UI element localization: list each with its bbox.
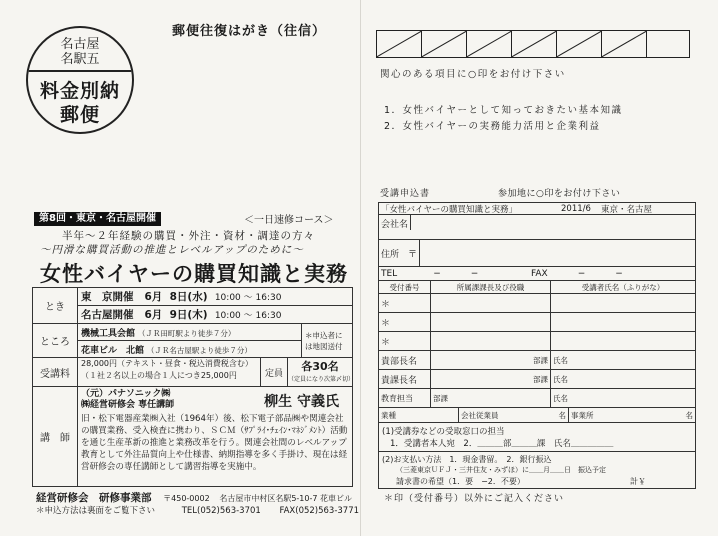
when-label: とき [33, 288, 78, 324]
fax-label: FAX [531, 268, 548, 279]
when-month: 6月 [144, 291, 163, 303]
stamp-divider [28, 70, 132, 72]
stamp-line1: 名古屋 [60, 37, 100, 52]
education-label: 教育担当 [379, 389, 431, 407]
section-chief-dept[interactable]: 部課 [431, 370, 551, 388]
fax-field[interactable]: FAX − − [531, 268, 623, 279]
seminar-banner: 第8回・東京・名古屋開催 [34, 212, 161, 226]
payment-title: (2)お支払い方法 1．現金書留。 2．銀行振込 [382, 454, 552, 464]
seminar-subtitle-1: 半年〜２年経験の購買・外注・資材・調達の方々 [62, 230, 315, 242]
interest-item-1[interactable]: 1．女性バイヤーとして知っておきたい基本知識 [384, 105, 623, 116]
employees-label: 会社従業員 [461, 410, 499, 420]
form-footer-note: ＊印（受付番号）以外にご記入ください [384, 494, 565, 504]
postcard-title: 郵便往復はがき（往信） [172, 24, 327, 39]
stamp-line3: 料金別納 [39, 80, 120, 102]
dept-input[interactable] [431, 294, 551, 312]
when-day: 8日 [169, 291, 188, 303]
when-city: 名古屋開催 [81, 309, 134, 321]
education-dept[interactable]: 部課 [431, 389, 551, 407]
employees-unit: 名 [558, 410, 566, 420]
check-box-row[interactable] [376, 30, 690, 58]
receipt-title: (1)受講券などの受取窓口の担当 [382, 427, 505, 437]
when-time: 10:00 〜 16:30 [214, 293, 282, 303]
lecturer-org-2: ㈱経営研修会 専任講師 [81, 400, 175, 410]
employees-field[interactable] [459, 408, 569, 422]
manager-name[interactable]: 氏名 [553, 355, 568, 365]
venue-note: （ＪＲ名古屋駅より徒歩７分） [146, 345, 252, 355]
organizer-address: 名古屋市中村区名駅5-10-7 花車ビル [219, 494, 353, 503]
organizer-name [36, 490, 352, 505]
dept-input[interactable] [431, 332, 551, 350]
capacity-label: 定員 [261, 358, 288, 386]
stamp-line2: 名駅五 [60, 52, 100, 67]
company-label: 会社名 [379, 215, 411, 230]
organizer-tel[interactable]: TEL(052)563-3701 [181, 506, 261, 516]
receipt-cell: ＊ [379, 313, 431, 331]
postage-paid-stamp [26, 26, 134, 134]
interest-item-2[interactable]: 2．女性バイヤーの実務能力活用と企業利益 [384, 121, 601, 132]
when-dow: (木) [187, 309, 208, 321]
lecturer-name: 柳生 守義氏 [264, 394, 339, 410]
organizer-zip: 〒450-0002 [163, 494, 210, 503]
venue-nagoya [78, 341, 302, 358]
receipt-cell: ＊ [379, 294, 431, 312]
when-row-nagoya [78, 306, 353, 324]
name-input[interactable] [551, 313, 695, 331]
fee-standard: 28,000円（テキスト・昼食・税込消費税含む） [81, 359, 253, 368]
tel-field[interactable]: TEL − − [381, 268, 479, 279]
fee-label: 受講料 [33, 358, 78, 387]
payment-bank: （三菱東京ＵＦＪ・三井住友・みずほ）に＿＿月＿＿日 振込予定 [396, 465, 606, 474]
form-course-title: 「女性バイヤーの購買知識と実務」 [381, 204, 518, 215]
fold-line [360, 0, 361, 536]
tel-label: TEL [381, 268, 398, 279]
venue-prompt: 参加地に○印をお付け下さい [498, 189, 621, 199]
when-row-tokyo [78, 288, 353, 306]
col-name: 受講者氏名（ふりがな） [581, 282, 665, 292]
when-day: 9日 [169, 309, 188, 321]
name-input[interactable] [551, 332, 695, 350]
venue-name: 機械工具会館 [81, 328, 136, 339]
lecturer-bio: 旧・松下電器産業㈱入社（1964年）後、松下電子部品㈱や関連会社の購買業務、受入検査に携わり、ＳＣＭ（ｻﾌﾟﾗｲ･ﾁｪｲﾝ･ﾏﾈｼﾞﾒﾝﾄ）活動を通じ生産革新の推進と業務改革を行う。関連会社間のレベルアップ教育として外注品質向上や仕様書、納期指導を多く手掛け、現在は経営研修会の専任講師として講習指導を実施中。 [81, 414, 348, 472]
seminar-info-table [32, 287, 353, 487]
course-type: ＜一日速修コース＞ [244, 215, 334, 226]
address-input[interactable] [420, 240, 695, 266]
manager-label: 貴部長名 [379, 351, 431, 369]
venue-note: （ＪＲ田町駅より徒歩７分） [137, 328, 236, 338]
organizer-fax: FAX(052)563-3771 [279, 506, 360, 516]
capacity-note: （定員になり次第〆切） [288, 376, 355, 383]
fee-cell [78, 358, 353, 387]
where-label: ところ [33, 324, 78, 358]
office-field[interactable] [569, 408, 695, 422]
payment-invoice: 請求書の希望（1．要 −2．不要） [396, 476, 525, 486]
receipt-options: 1．受講者本人宛 2．＿＿＿部＿＿＿課 氏名＿＿＿＿＿ [390, 439, 614, 449]
interest-prompt: 関心のある項目に○印をお付け下さい [380, 69, 566, 80]
stamp-line4: 郵便 [59, 104, 100, 126]
capacity-value: 各30名 [301, 360, 339, 373]
dept-input[interactable] [431, 313, 551, 331]
form-venue-choices[interactable]: 東京・名古屋 [601, 204, 653, 215]
col-dept: 所属課課長及び役職 [431, 281, 551, 293]
check-box[interactable] [467, 31, 512, 57]
payment-total: 計￥ [630, 476, 646, 486]
lecturer-org-1: （元）パナソニック㈱ [81, 389, 171, 399]
organizer-name-text: 経営研修会 研修事業部 [36, 492, 152, 504]
education-name[interactable]: 氏名 [553, 393, 568, 403]
when-month: 6月 [144, 309, 163, 321]
venue-tokyo [78, 324, 302, 341]
when-time: 10:00 〜 16:30 [214, 311, 282, 321]
when-dow: (水) [187, 291, 208, 303]
fee-discount: （１社２名以上の場合１人につき25,000円 [81, 371, 237, 380]
organizer-contact [36, 504, 359, 516]
office-unit: 名 [685, 410, 693, 420]
check-box[interactable] [377, 31, 422, 57]
address-label: 住所 〒 [379, 240, 420, 266]
map-note: ＊申込者には地図送付 [302, 324, 353, 358]
receipt-cell: ＊ [379, 332, 431, 350]
payment-section[interactable] [379, 452, 695, 489]
when-city: 東 京開催 [81, 291, 134, 303]
manager-dept[interactable]: 部課 [431, 351, 551, 369]
industry-field[interactable]: 業種 [379, 408, 459, 422]
section-chief-label: 貴課長名 [379, 370, 431, 388]
check-box[interactable] [422, 31, 467, 57]
check-box[interactable] [512, 31, 557, 57]
venue-name: 花車ビル 北館 [81, 345, 145, 356]
office-label: 事業所 [571, 410, 594, 420]
company-input[interactable] [411, 215, 695, 239]
form-date: 2011/6 [561, 203, 591, 214]
col-receipt: 受付番号 [379, 281, 431, 293]
form-title: 受講申込書 [380, 189, 431, 199]
receipt-section[interactable] [379, 423, 695, 452]
check-box[interactable] [602, 31, 647, 57]
section-chief-name[interactable]: 氏名 [553, 374, 568, 384]
lecturer-cell [78, 387, 353, 487]
name-input[interactable] [551, 294, 695, 312]
application-form [378, 202, 696, 489]
seminar-subtitle-2: 〜円滑な購買活動の推進とレベルアップのために〜 [40, 244, 304, 256]
check-box[interactable] [557, 31, 602, 57]
lecturer-label: 講 師 [33, 387, 78, 487]
apply-note: ＊申込方法は裏面をご覧下さい [36, 506, 156, 516]
seminar-title: 女性バイヤーの購買知識と実務 [40, 262, 348, 286]
